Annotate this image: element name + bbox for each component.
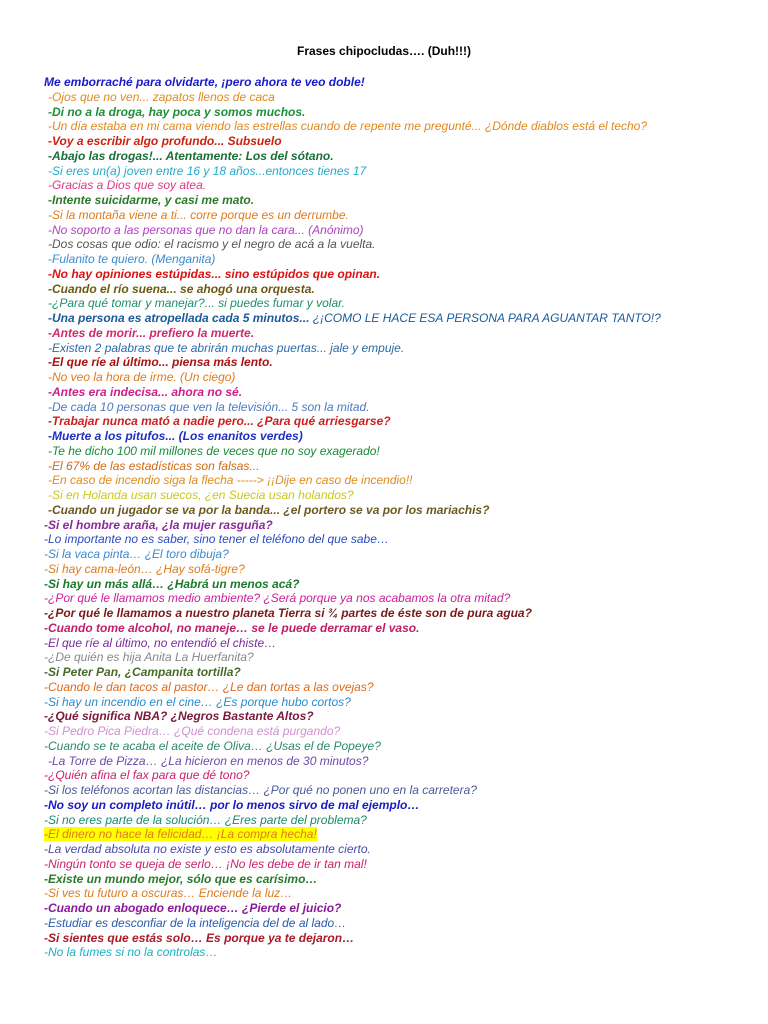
page-title: Frases chipocludas…. (Duh!!!) [296,44,472,58]
phrase-text: -Cuando se te acaba el aceite de Oliva… ¿Usas el de Popeye? [44,738,381,753]
phrase-text: -Gracias a Dios que soy atea. [48,178,207,193]
phrase-line [44,164,764,179]
phrase-text: -El 67% de las estadísticas son falsas... [48,458,260,473]
phrase-line [44,149,764,164]
phrase-text: -El dinero no hace la felicidad… ¡La compra hecha! [44,827,317,842]
phrase-line [44,768,764,783]
phrase-text: -¿Por qué le llamamos a nuestro planeta Tierra si ¾ partes de éste son de pura agua? [44,606,532,620]
phrase-text: -No soporto a las personas que no dan la cara... (Anónimo) [48,222,364,237]
phrase-line [44,311,764,326]
phrase-text: -Dos cosas que odio: el racismo y el negro de acá a la vuelta. [48,237,376,252]
phrase-line [44,385,764,400]
phrase-text: -El que ríe al último... piensa más lento. [48,355,273,370]
phrase-text: -Si ves tu futuro a oscuras… Enciende la luz… [44,886,293,901]
phrase-line [44,105,764,120]
phrase-text: -Una persona es atropellada cada 5 minutos... [48,311,313,325]
phrase-text: -Si no eres parte de la solución… ¿Eres parte del problema? [44,812,367,827]
phrase-line [44,636,764,651]
phrase-text: -Si hay un más allá… ¿Habrá un menos acá? [44,576,300,591]
phrase-line [44,355,764,370]
phrase-line [44,532,764,547]
phrase-text: -El que ríe al último, no entendió el chiste… [44,635,277,650]
phrase-text: -Si en Holanda usan suecos, ¿en Suecia usan holandos? [48,488,354,502]
phrase-text: -No hay opiniones estúpidas... sino estúpidos que opinan. [48,266,381,281]
phrase-line [44,650,764,665]
phrase-line [44,827,764,842]
phrase-line [44,134,764,149]
phrase-line [44,857,764,872]
phrase-line [44,473,764,488]
phrase-text: -Si sientes que estás solo… Es porque ya te dejaron… [44,930,355,945]
phrase-text: -¿Por qué le llamamos medio ambiente? ¿Será porque ya nos acabamos la otra mitad? [44,591,511,606]
phrase-line [44,518,764,533]
phrase-line [44,739,764,754]
phrase-line [44,444,764,459]
phrase-text: ¿¡COMO LE HACE ESA PERSONA PARA AGUANTAR TANTO!? [312,311,661,325]
phrase-line [44,282,764,297]
phrase-text: -Existen 2 palabras que te abrirán muchas puertas... jale y empuje. [48,340,405,355]
phrase-text: -En caso de incendio siga la flecha -----> ¡¡Dije en caso de incendio!! [48,473,413,488]
phrase-line [44,680,764,695]
phrase-text: -Intente suicidarme, y casi me mato. [48,193,255,207]
phrase-line [44,798,764,813]
phrase-line [44,296,764,311]
phrase-line [44,208,764,223]
phrase-line [44,724,764,739]
phrase-line [44,223,764,238]
phrase-text: -¿Qué significa NBA? ¿Negros Bastante Altos? [44,709,314,724]
phrase-text: -Voy a escribir algo profundo... Subsuelo [48,134,282,148]
phrase-line [44,341,764,356]
phrase-text: -Fulanito te quiero. (Menganita) [48,252,216,266]
phrase-text: -Si los teléfonos acortan las distancias… ¿Por qué no ponen uno en la carretera? [44,783,477,797]
phrase-line [44,695,764,710]
phrase-text: -Un día estaba en mi cama viendo las estrellas cuando de repente me pregunté... ¿Dónde diablos está el techo? [48,119,648,134]
phrase-line [44,267,764,282]
phrase-line [44,237,764,252]
phrase-text: -Existe un mundo mejor, sólo que es carísimo… [44,871,318,886]
phrase-text: -Te he dicho 100 mil millones de veces que no soy exagerado! [48,443,380,458]
phrase-text: -Di no a la droga, hay poca y somos muchos. [48,104,306,119]
phrase-line [44,503,764,518]
phrase-text: -No veo la hora de irme. (Un ciego) [48,370,236,384]
phrase-text: -Si la montaña viene a ti... corre porque es un derrumbe. [48,207,349,222]
phrase-text: -Ningún tonto se queja de serlo… ¡No les debe de ir tan mal! [44,856,367,871]
phrase-line [44,459,764,474]
phrase-line [44,901,764,916]
phrase-line [44,488,764,503]
phrase-text: -Si Pedro Pica Piedra… ¿Qué condena está purgando? [44,724,341,738]
phrase-line [44,886,764,901]
phrase-line [44,75,764,90]
phrase-line [44,916,764,931]
phrase-line [44,562,764,577]
phrase-line [44,577,764,592]
phrase-text: -Cuando un abogado enloquece… ¿Pierde el juicio? [44,901,342,915]
phrase-text: -Antes era indecisa... ahora no sé. [48,384,243,399]
phrase-text: -Abajo las drogas!... Atentamente: Los del sótano. [48,148,334,163]
phrase-line [44,326,764,341]
phrase-text: -Si Peter Pan, ¿Campanita tortilla? [44,665,241,679]
phrase-text: -Ojos que no ven... zapatos llenos de caca [48,89,275,104]
phrase-text: -¿Quién afina el fax para que dé tono? [44,768,250,783]
phrase-text: -La Torre de Pizza… ¿La hicieron en menos de 30 minutos? [48,753,369,768]
phrase-line [44,931,764,946]
phrase-text: -¿De quién es hija Anita La Huerfanita? [44,650,254,665]
phrase-text: -Trabajar nunca mató a nadie pero... ¿Para qué arriesgarse? [48,414,391,429]
phrase-line [44,842,764,857]
phrase-line [44,709,764,724]
phrase-text: -De cada 10 personas que ven la televisión... 5 son la mitad. [48,399,370,414]
phrase-line [44,119,764,134]
phrase-line [44,429,764,444]
phrase-text: -No la fumes si no la controlas… [44,945,218,960]
phrase-text: -Si eres un(a) joven entre 16 y 18 años...entonces tienes 17 [48,163,367,178]
phrase-line [44,872,764,887]
phrase-text: -Si el hombre araña, ¿la mujer rasguña? [44,517,273,532]
phrase-text: -Si hay cama-león… ¿Hay sofá-tigre? [44,561,245,576]
phrase-line [44,370,764,385]
phrase-line [44,754,764,769]
phrase-line [44,783,764,798]
phrase-line [44,193,764,208]
phrase-line [44,252,764,267]
phrase-text: -Cuando le dan tacos al pastor… ¿Le dan tortas a las ovejas? [44,679,374,694]
phrase-text: -Cuando tome alcohol, no maneje… se le puede derramar el vaso. [44,620,420,635]
phrase-text: -Muerte a los pitufos... (Los enanitos verdes) [48,429,303,443]
phrase-line [44,813,764,828]
phrase-text: -Cuando el río suena... se ahogó una orquesta. [48,281,315,296]
phrase-list [44,75,764,960]
phrase-text: -Cuando un jugador se va por la banda... ¿el portero se va por los mariachis? [48,502,490,517]
phrase-text: -Si la vaca pinta… ¿El toro dibuja? [44,547,229,561]
phrase-line [44,400,764,415]
phrase-line [44,414,764,429]
phrase-text: -Lo importante no es saber, sino tener el teléfono del que sabe… [44,532,389,547]
phrase-line [44,606,764,621]
phrase-line [44,90,764,105]
phrase-text: -No soy un completo inútil… por lo menos sirvo de mal ejemplo… [44,797,420,812]
phrase-line [44,621,764,636]
phrase-line [44,945,764,960]
phrase-text: -Estudiar es desconfiar de la inteligencia del de al lado… [44,915,347,930]
phrase-line [44,665,764,680]
phrase-line [44,591,764,606]
phrase-text: -Si hay un incendio en el cine… ¿Es porque hubo cortos? [44,694,351,709]
phrase-text: -Antes de morir... prefiero la muerte. [48,325,255,340]
phrase-line [44,547,764,562]
phrase-text: -La verdad absoluta no existe y esto es absolutamente cierto. [44,842,371,856]
phrase-text: Me emborraché para olvidarte, ¡pero ahora te veo doble! [44,75,365,89]
phrase-text: -¿Para qué tomar y manejar?... si puedes fumar y volar. [48,296,346,311]
phrase-line [44,178,764,193]
